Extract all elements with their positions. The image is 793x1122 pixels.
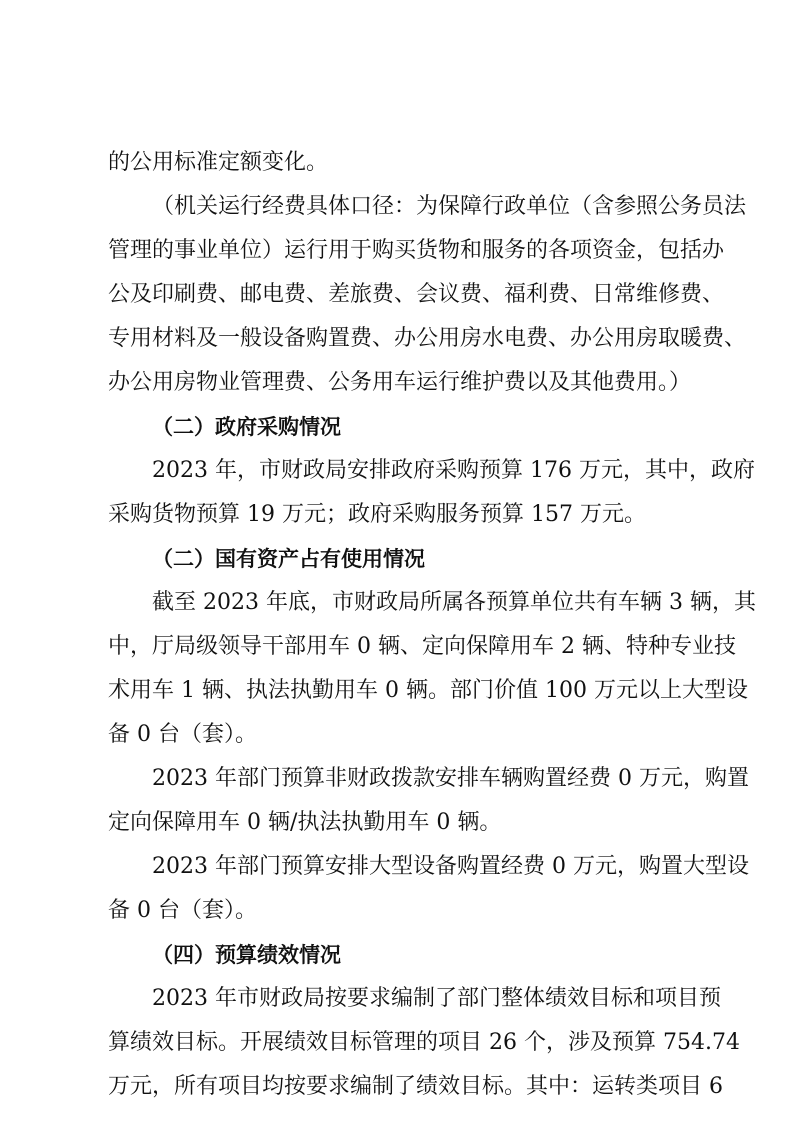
text-line: 备 0 台（套）。 — [108, 722, 257, 747]
text-line: 2023 年市财政局按要求编制了部门整体绩效目标和项目预 — [152, 986, 721, 1011]
text-line: 中，厅局级领导干部用车 0 辆、定向保障用车 2 辆、特种专业技 — [108, 634, 736, 659]
text-line: 万元，所有项目均按要求编制了绩效目标。其中：运转类项目 6 — [108, 1074, 723, 1099]
text-line: 术用车 1 辆、执法执勤用车 0 辆。部门价值 100 万元以上大型设 — [108, 678, 748, 703]
text-line: 采购货物预算 19 万元；政府采购服务预算 157 万元。 — [108, 502, 646, 527]
section-heading: （四）预算绩效情况 — [152, 943, 341, 967]
text-line: 专用材料及一般设备购置费、办公用房水电费、办公用房取暖费、 — [108, 326, 747, 351]
text-line: 2023 年部门预算安排大型设备购置经费 0 万元，购置大型设 — [152, 854, 749, 879]
text-line: 截至 2023 年底，市财政局所属各预算单位共有车辆 3 辆，其 — [152, 590, 756, 615]
section-heading: （二）政府采购情况 — [152, 415, 341, 439]
text-line: 定向保障用车 0 辆/执法执勤用车 0 辆。 — [108, 810, 502, 835]
text-line: 算绩效目标。开展绩效目标管理的项目 26 个，涉及预算 754.74 — [108, 1030, 740, 1055]
text-line: 的公用标准定额变化。 — [108, 150, 329, 175]
section-heading: （二）国有资产占有使用情况 — [152, 547, 425, 571]
text-line: 2023 年部门预算非财政拨款安排车辆购置经费 0 万元，购置 — [152, 766, 749, 791]
text-line: 备 0 台（套）。 — [108, 898, 257, 923]
text-line: 2023 年，市财政局安排政府采购预算 176 万元，其中，政府 — [152, 458, 755, 483]
text-line: 办公用房物业管理费、公务用车运行维护费以及其他费用。） — [108, 370, 692, 395]
text-line: 管理的事业单位）运行用于购买货物和服务的各项资金，包括办 — [108, 238, 725, 263]
text-line: 公及印刷费、邮电费、差旅费、会议费、福利费、日常维修费、 — [108, 282, 725, 307]
text-line: （机关运行经费具体口径：为保障行政单位（含参照公务员法 — [152, 194, 747, 219]
